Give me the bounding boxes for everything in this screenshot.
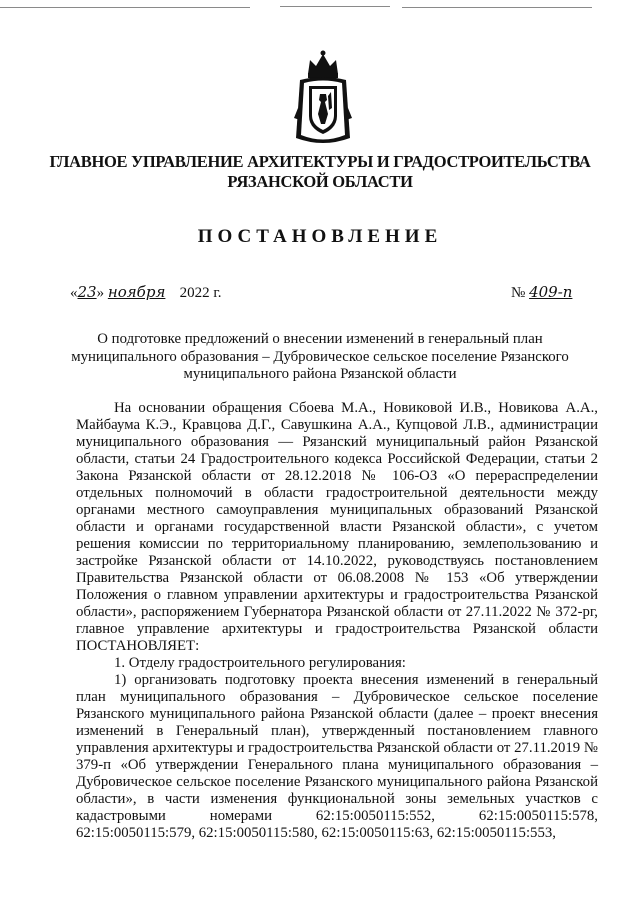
- document-subject: [60, 331, 580, 384]
- number-value-handwritten: 409-п: [529, 283, 573, 301]
- subject-line-3: муниципального района Рязанской области: [183, 366, 457, 382]
- date-close-quote: »: [96, 285, 105, 301]
- subject-line-2: муниципального образования – Дубровическое сельское поселение Рязанского: [71, 348, 569, 365]
- clause-1-subitem-1: 1) организовать подготовку проекта внесения изменений в генеральный план муниципального образования – Дубровическое сельское поселение Рязанского муниципального района Рязанской области (далее – проект внесения изменений в Генеральный план), утвержденный постановлением главного управления архитектуры и градостроительства Рязанской области от 27.11.2019 № 379-п «Об утверждении Генерального плана муниципального образования – Дубровическое сельское поселение Рязанского муниципального района Рязанской области», в части изменения функциональной зоны земельных участков с кадастровыми номерами 62:15:0050115:552, 62:15:0050115:578, 62:15:0050115:579, 62:15:0050115:580, 62:15:0050115:63, 62:15:0050115:553,: [76, 672, 598, 841]
- date-month-handwritten: ноября: [107, 283, 166, 301]
- top-scan-line-middle: [280, 6, 390, 7]
- authority-line-1: ГЛАВНОЕ УПРАВЛЕНИЕ АРХИТЕКТУРЫ И ГРАДОСТРОИТЕЛЬСТВА: [49, 152, 591, 171]
- document-date: [70, 283, 222, 302]
- date-open-quote: «: [70, 285, 78, 301]
- coat-of-arms-emblem: [290, 48, 356, 148]
- top-scan-line-left: [0, 7, 250, 8]
- document-number: [511, 283, 572, 302]
- document-body: [76, 400, 598, 842]
- top-scan-line-right: [402, 7, 592, 8]
- issuing-authority-title: [40, 152, 600, 192]
- date-year: 2022 г.: [179, 285, 222, 301]
- subject-line-1: О подготовке предложений о внесении изменений в генеральный план: [97, 331, 543, 347]
- date-day-handwritten: 23: [77, 283, 97, 301]
- preamble-paragraph: На основании обращения Сбоева М.А., Новиковой И.В., Новикова А.А., Майбаума К.Э., Кравцова Д.Г., Савушкина А.А., Купцовой Л.В., администрации муниципального образования — Рязанский муниципальный район Рязанской области, статьи 24 Градостроительного кодекса Российской Федерации, статьи 2 Закона Рязанской области от 28.12.2018 № 106-ОЗ «О перераспределении отдельных полномочий в области градостроительной деятельности между органами местного самоуправления муниципальных образований Рязанской области и органами государственной власти Рязанской области», с учетом решения комиссии по территориальному планированию, землепользованию и застройке Рязанской области от 14.10.2022, руководствуясь постановлением Правительства Рязанской области от 06.08.2008 № 153 «Об утверждении Положения о главном управлении архитектуры и градостроительства Рязанской области», распоряжением Губернатора Рязанской области от 27.11.2022 № 372-рг, главное управление архитектуры и градостроительства Рязанской области ПОСТАНОВЛЯЕТ:: [76, 400, 598, 654]
- document-type-heading: ПОСТАНОВЛЕНИЕ: [197, 226, 443, 247]
- clause-1: 1. Отделу градостроительного регулирования:: [114, 655, 406, 671]
- authority-line-2: РЯЗАНСКОЙ ОБЛАСТИ: [227, 172, 413, 191]
- number-label: №: [511, 285, 526, 301]
